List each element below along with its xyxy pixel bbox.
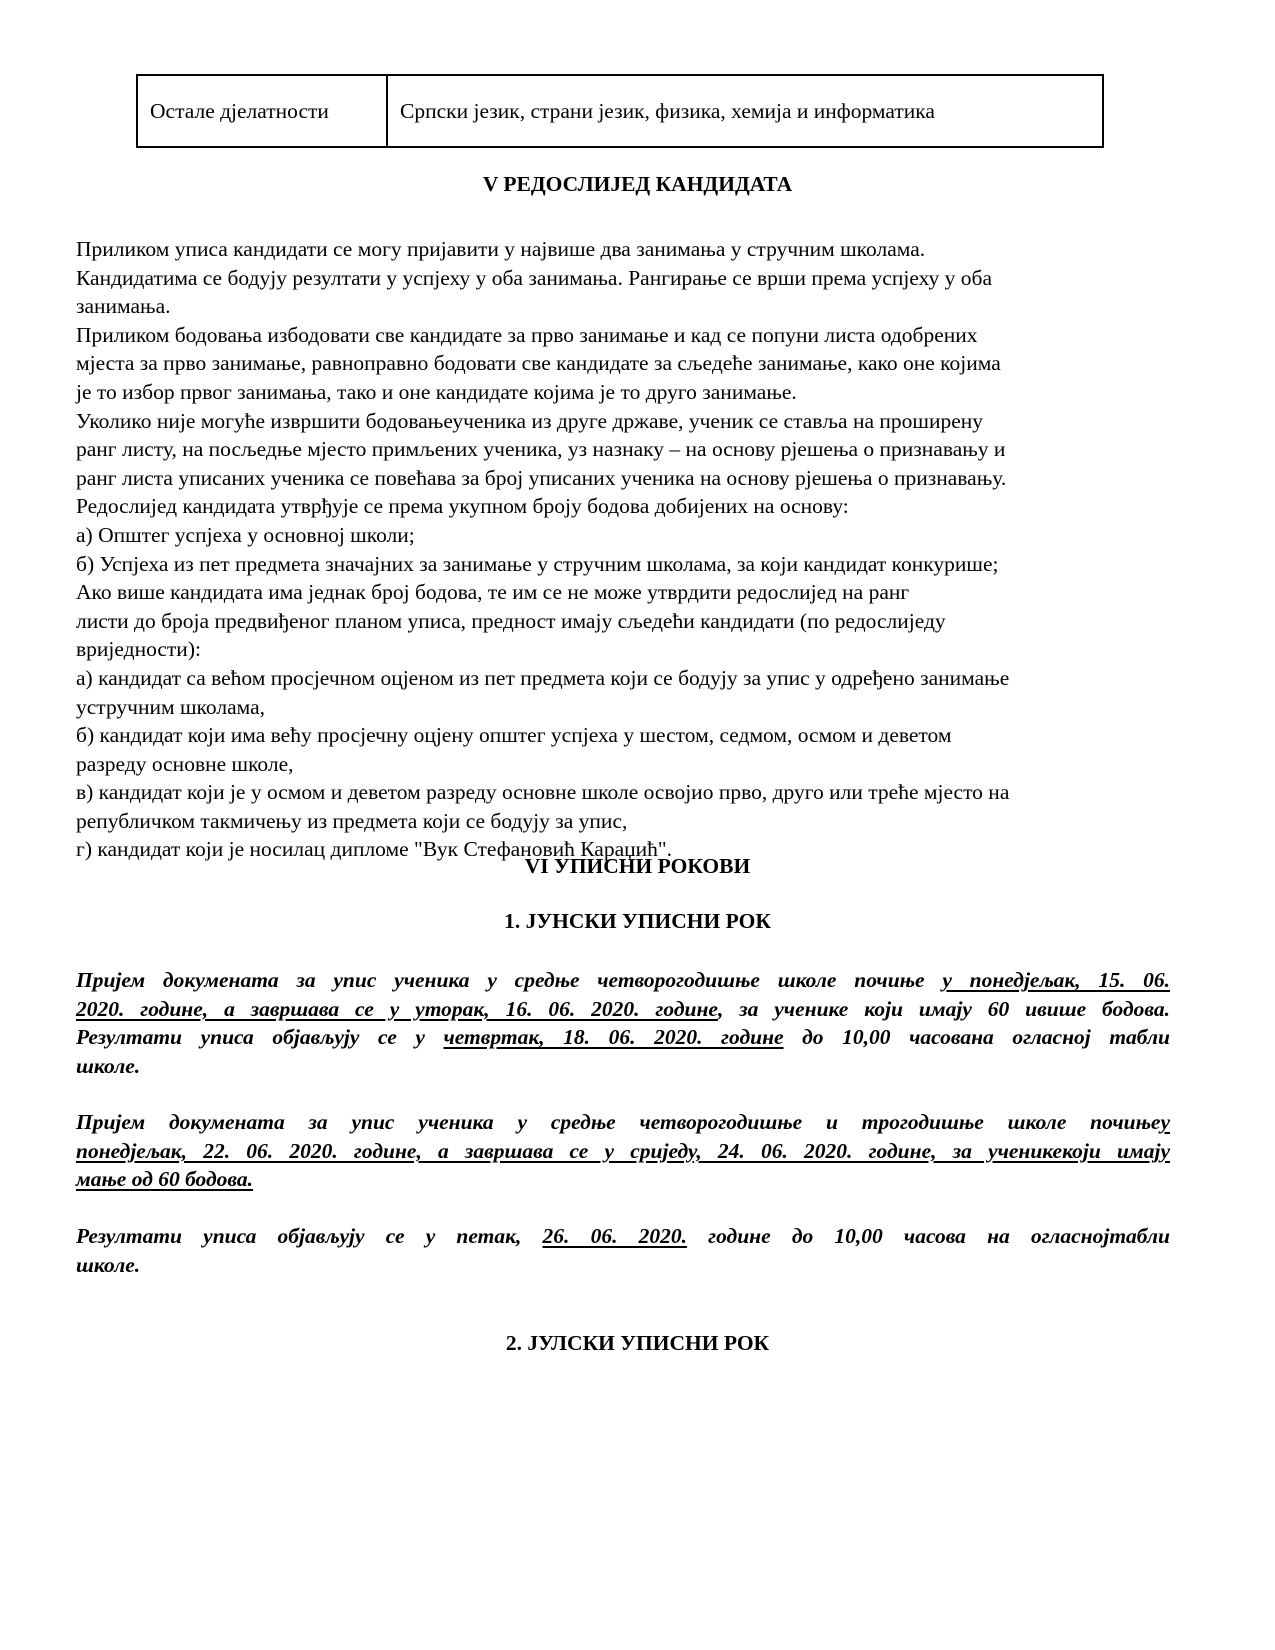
text-line: вриједности):: [76, 637, 201, 662]
text-line: Кандидатима се бодују резултати у успјеху у оба занимања. Рангирање се врши према успјеху у оба: [76, 265, 992, 290]
text-line: листи до броја предвиђеног планом уписа, предност имају сљедећи кандидати (по редослиједу: [76, 608, 946, 633]
paragraph-june-results: [76, 1222, 1170, 1279]
text-line: г) кандидат који је носилац дипломе "Вук Стефановић Караџић".: [76, 837, 673, 862]
text-line: Ако више кандидата има једнак број бодова, те им се не може утврдити редослијед на ранг: [76, 580, 910, 605]
text-line: Приликом бодовања избодовати све кандидате за прво занимање и кад се попуни листа одобрених: [76, 322, 978, 347]
text-line: а) Општег успјеха у основној школи;: [76, 522, 415, 547]
text-line: школе.: [76, 1053, 141, 1078]
text-line: Уколико није могуће извршити бодовањеученика из друге државе, ученик се ставља на проширену: [76, 408, 984, 433]
table-row: [137, 75, 1103, 147]
text-line: школе.: [76, 1252, 141, 1277]
text-line: је то избор првог занимања, тако и оне кандидате којима је то друго занимање.: [76, 379, 797, 404]
section-candidate-order-body: [76, 235, 1176, 864]
subtitle-july-enrollment: 2. ЈУЛСКИ УПИСНИ РОК: [505, 1331, 770, 1355]
text-line: Пријем докумената за упис ученика у средње четворогодишње школе почиње у понедјељак, 15. 06.: [76, 968, 1170, 992]
text-line: в) кандидат који је у осмом и деветом разреду основне школе освојио прво, друго или треће мјесто на: [76, 780, 1010, 805]
text-line: понедјељак, 22. 06. 2020. године, а завршава се у сриједу, 24. 06. 2020. године, за ученикекоји имају: [76, 1138, 1170, 1163]
text-line: Резултати уписа објављују се у четвртак, 18. 06. 2020. године до 10,00 часована огласној табли: [76, 1025, 1170, 1050]
text-line: б) кандидат који има већу просјечну оцјену општег успјеха у шестом, седмом, осмом и деветом: [76, 723, 952, 748]
subjects-table: [136, 74, 1104, 148]
table-cell-subjects: Српски језик, страни језик, физика, хемија и информатика: [387, 75, 1103, 147]
text-line: Приликом уписа кандидати се могу пријавити у највише два занимања у стручним школама.: [76, 237, 926, 261]
table-cell-activity: Остале дјелатности: [137, 75, 387, 147]
paragraph-june-second: [76, 1108, 1170, 1194]
text-line: мјеста за прво занимање, равноправно бодовати све кандидате за сљедеће занимање, како оне којима: [76, 351, 1001, 376]
text-line: мање од 60 бодова.: [76, 1167, 254, 1192]
text-line: Редослијед кандидата утврђује се према укупном броју бодова добијених на основу:: [76, 494, 849, 519]
section-title-candidate-order: V РЕДОСЛИЈЕД КАНДИДАТА: [482, 172, 793, 196]
text-line: б) Успјеха из пет предмета значајних за занимање у стручним школама, за који кандидат конкурише;: [76, 551, 999, 576]
text-line: 2020. године, а завршава се у уторак, 16. 06. 2020. године, за ученике који имају 60 ивише бодова.: [76, 996, 1170, 1021]
text-line: устручним школама,: [76, 694, 265, 719]
text-line: занимања.: [76, 294, 171, 319]
text-line: Резултати уписа објављују се у петак, 26. 06. 2020. године до 10,00 часова на огласнојтабли: [76, 1224, 1170, 1248]
text-line: ранг листа уписаних ученика се повећава за број уписаних ученика на основу рјешења о признавању.: [76, 465, 1007, 490]
section-title-enrollment-deadlines: VI УПИСНИ РОКОВИ: [524, 854, 751, 878]
paragraph-june-first: [76, 966, 1170, 1080]
text-line: Пријем докумената за упис ученика у средње четворогодишње и трогодишње школе почињеу: [76, 1110, 1170, 1134]
text-line: републичком такмичењу из предмета који се бодују за упис,: [76, 808, 628, 833]
subtitle-june-enrollment: 1. ЈУНСКИ УПИСНИ РОК: [504, 909, 771, 933]
text-line: а) кандидат са већом просјечном оцјеном из пет предмета који се бодују за упис у одређено занимање: [76, 665, 1010, 690]
text-line: ранг листу, на посљедње мјесто примљених ученика, уз назнаку – на основу рјешења о признавању и: [76, 437, 1006, 462]
text-line: разреду основне школе,: [76, 751, 294, 776]
